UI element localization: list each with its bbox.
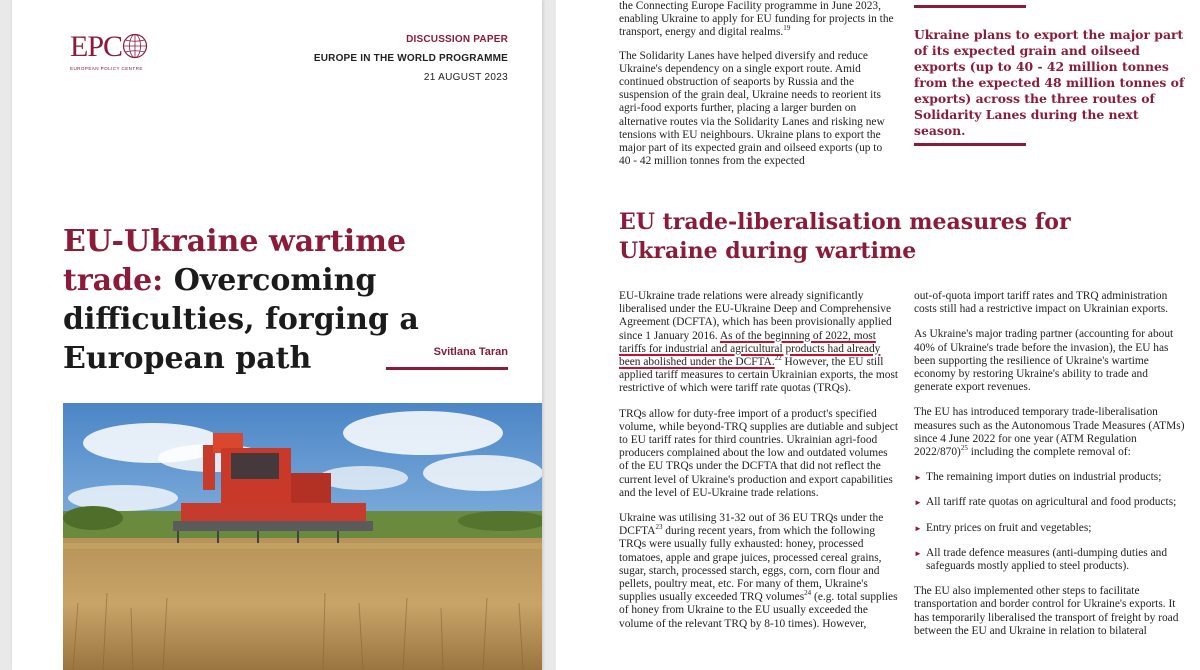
paragraph: The Solidarity Lanes have helped diversify and reduce Ukraine's dependency on a single export route. Amid continued obstruction of seaports by Russia and the suspension of the grain deal, Ukraine needs to reorient its agri-food exports further, placing a larger burden on alternative routes via the Solidarity Lanes and risking new tensions with EU neighbours. Ukraine plans to export the major part of its expected grain and oilseed exports (up to 40 - 42 million tonnes from the expected — [619, 49, 885, 168]
paragraph: Ukraine was utilising 31-32 out of 36 EU TRQs under the DCFTA$^{23}$ during recent years, from which the following TRQs were usually fully exhausted: honey, processed tomatoes, apple and grape juices, processed cereal grains, sugar, starch, processed starch, eggs, corn, corn flour and pellets, poultry meat, etc. For many of them, Ukraine's supplies usually exceeded TRQ volumes$^{24}$ (e.g. total supplies of honey from Ukraine to the EU usually exceeded the volume of the relevant TRQ by 8-10 times). However, — [619, 512, 898, 630]
footnote-ref: 22 — [774, 354, 782, 363]
underlined-text: As of the beginning of 2022, most tariffs for industrial and agricultural products had already been abolished under the DCFTA. — [619, 329, 881, 369]
paragraph: As Ukraine's major trading partner (accounting for about 40% of Ukraine's trade before the invasion), the EU has been supporting the resilience of Ukraine's wartime economy by restoring Ukraine's ability to trade and generate export revenues. — [914, 328, 1174, 394]
programme-name: EUROPE IN THE WORLD PROGRAMME — [313, 53, 508, 64]
footnote-ref: 24 — [804, 589, 812, 598]
paragraph: the Connecting Europe Facility programme in June 2023, enabling Ukraine to apply for EU funding for projects in the transport, energy and digital realms.$^{19}$ — [619, 0, 894, 39]
title-accent: EU-Ukraine wartime trade: — [63, 224, 407, 298]
list-item: ► Entry prices on fruit and vegetables; — [914, 522, 1189, 535]
cover-photo-combine-harvester — [63, 403, 542, 670]
publication-date: 21 AUGUST 2023 — [423, 72, 508, 83]
paragraph: TRQs allow for duty-free import of a product's specified volume, while beyond-TRQ supplies are dutiable and subject to EU tariff rates for third countries. Ukrainian agri-food producers complained about the low and outdated volumes of the EU TRQs under the DCFTA that did not reflect the current level of Ukraine's production and export capabilities and the level of EU-Ukraine trade relations. — [619, 407, 899, 499]
list-item: ► All trade defence measures (anti-dumping duties and safeguards mostly applied to steel products). — [914, 547, 1189, 573]
footnote-ref: 25 — [960, 444, 968, 453]
paragraph: The EU also implemented other steps to facilitate transportation and border control for Ukraine's exports. It has temporarily liberalised the transport of freight by road between the EU and Ukraine in relation to bilateral — [914, 585, 1179, 637]
paper-meta — [314, 30, 508, 87]
author-name: Svitlana Taran — [433, 346, 508, 358]
right-column — [914, 290, 1189, 650]
cover-page — [12, 0, 542, 670]
article-page — [556, 0, 1200, 670]
pull-quote-rule-top — [914, 5, 1026, 8]
globe-icon — [122, 33, 148, 59]
list-item: ► All tariff rate quotas on agricultural and food products; — [914, 496, 1189, 509]
paper-title — [63, 222, 423, 378]
bullet-list — [914, 471, 1189, 573]
epc-logo — [70, 30, 154, 76]
paper-type: DISCUSSION PAPER — [406, 34, 508, 45]
author-divider — [386, 367, 508, 370]
left-column — [619, 290, 899, 643]
pull-quote-rule-bottom — [914, 143, 1026, 146]
logo-subtitle: EUROPEAN POLICY CENTRE — [70, 66, 143, 71]
footnote-ref: 19 — [783, 24, 791, 33]
list-item: ► The remaining import duties on industrial products; — [914, 471, 1189, 484]
section-heading: EU trade-liberalisation measures for Ukraine during wartime — [619, 209, 1071, 264]
pull-quote: Ukraine plans to export the major part of its expected grain and oilseed exports (up to 40 - 42 million tonnes from the expected 48 million tonnes of exports) across the three routes of Solidarity Lanes during the next season. — [914, 27, 1185, 138]
paragraph: out-of-quota import tariff rates and TRQ administration costs still had a restrictive impact on Ukrainian exports. — [914, 290, 1169, 316]
title-rest: Overcoming difficulties, forging a European path — [63, 263, 419, 376]
paragraph: The EU has introduced temporary trade-liberalisation measures such as the Autonomous Trade Measures (ATMs) since 4 June 2022 for one year (ATM Regulation 2022/870)$^{25}$ including the complete removal of: — [914, 406, 1185, 459]
logo-text: EPC — [70, 30, 123, 63]
paragraph: EU-Ukraine trade relations were already significantly liberalised under the EU-Ukraine Deep and Comprehensive Agreement (DCFTA), which has been provisionally applied since 1 January 2016. As of the beginning of 2022, most tariffs for industrial and agricultural products had already been abolished under the DCFTA.$^{22}$ However, the EU still applied tariff measures to certain Ukrainian exports, the most restrictive of which were tariff rate quotas (TRQs). — [619, 290, 899, 395]
harvester-illustration — [63, 403, 542, 670]
footnote-ref: 23 — [655, 523, 663, 532]
top-column — [619, 0, 894, 178]
